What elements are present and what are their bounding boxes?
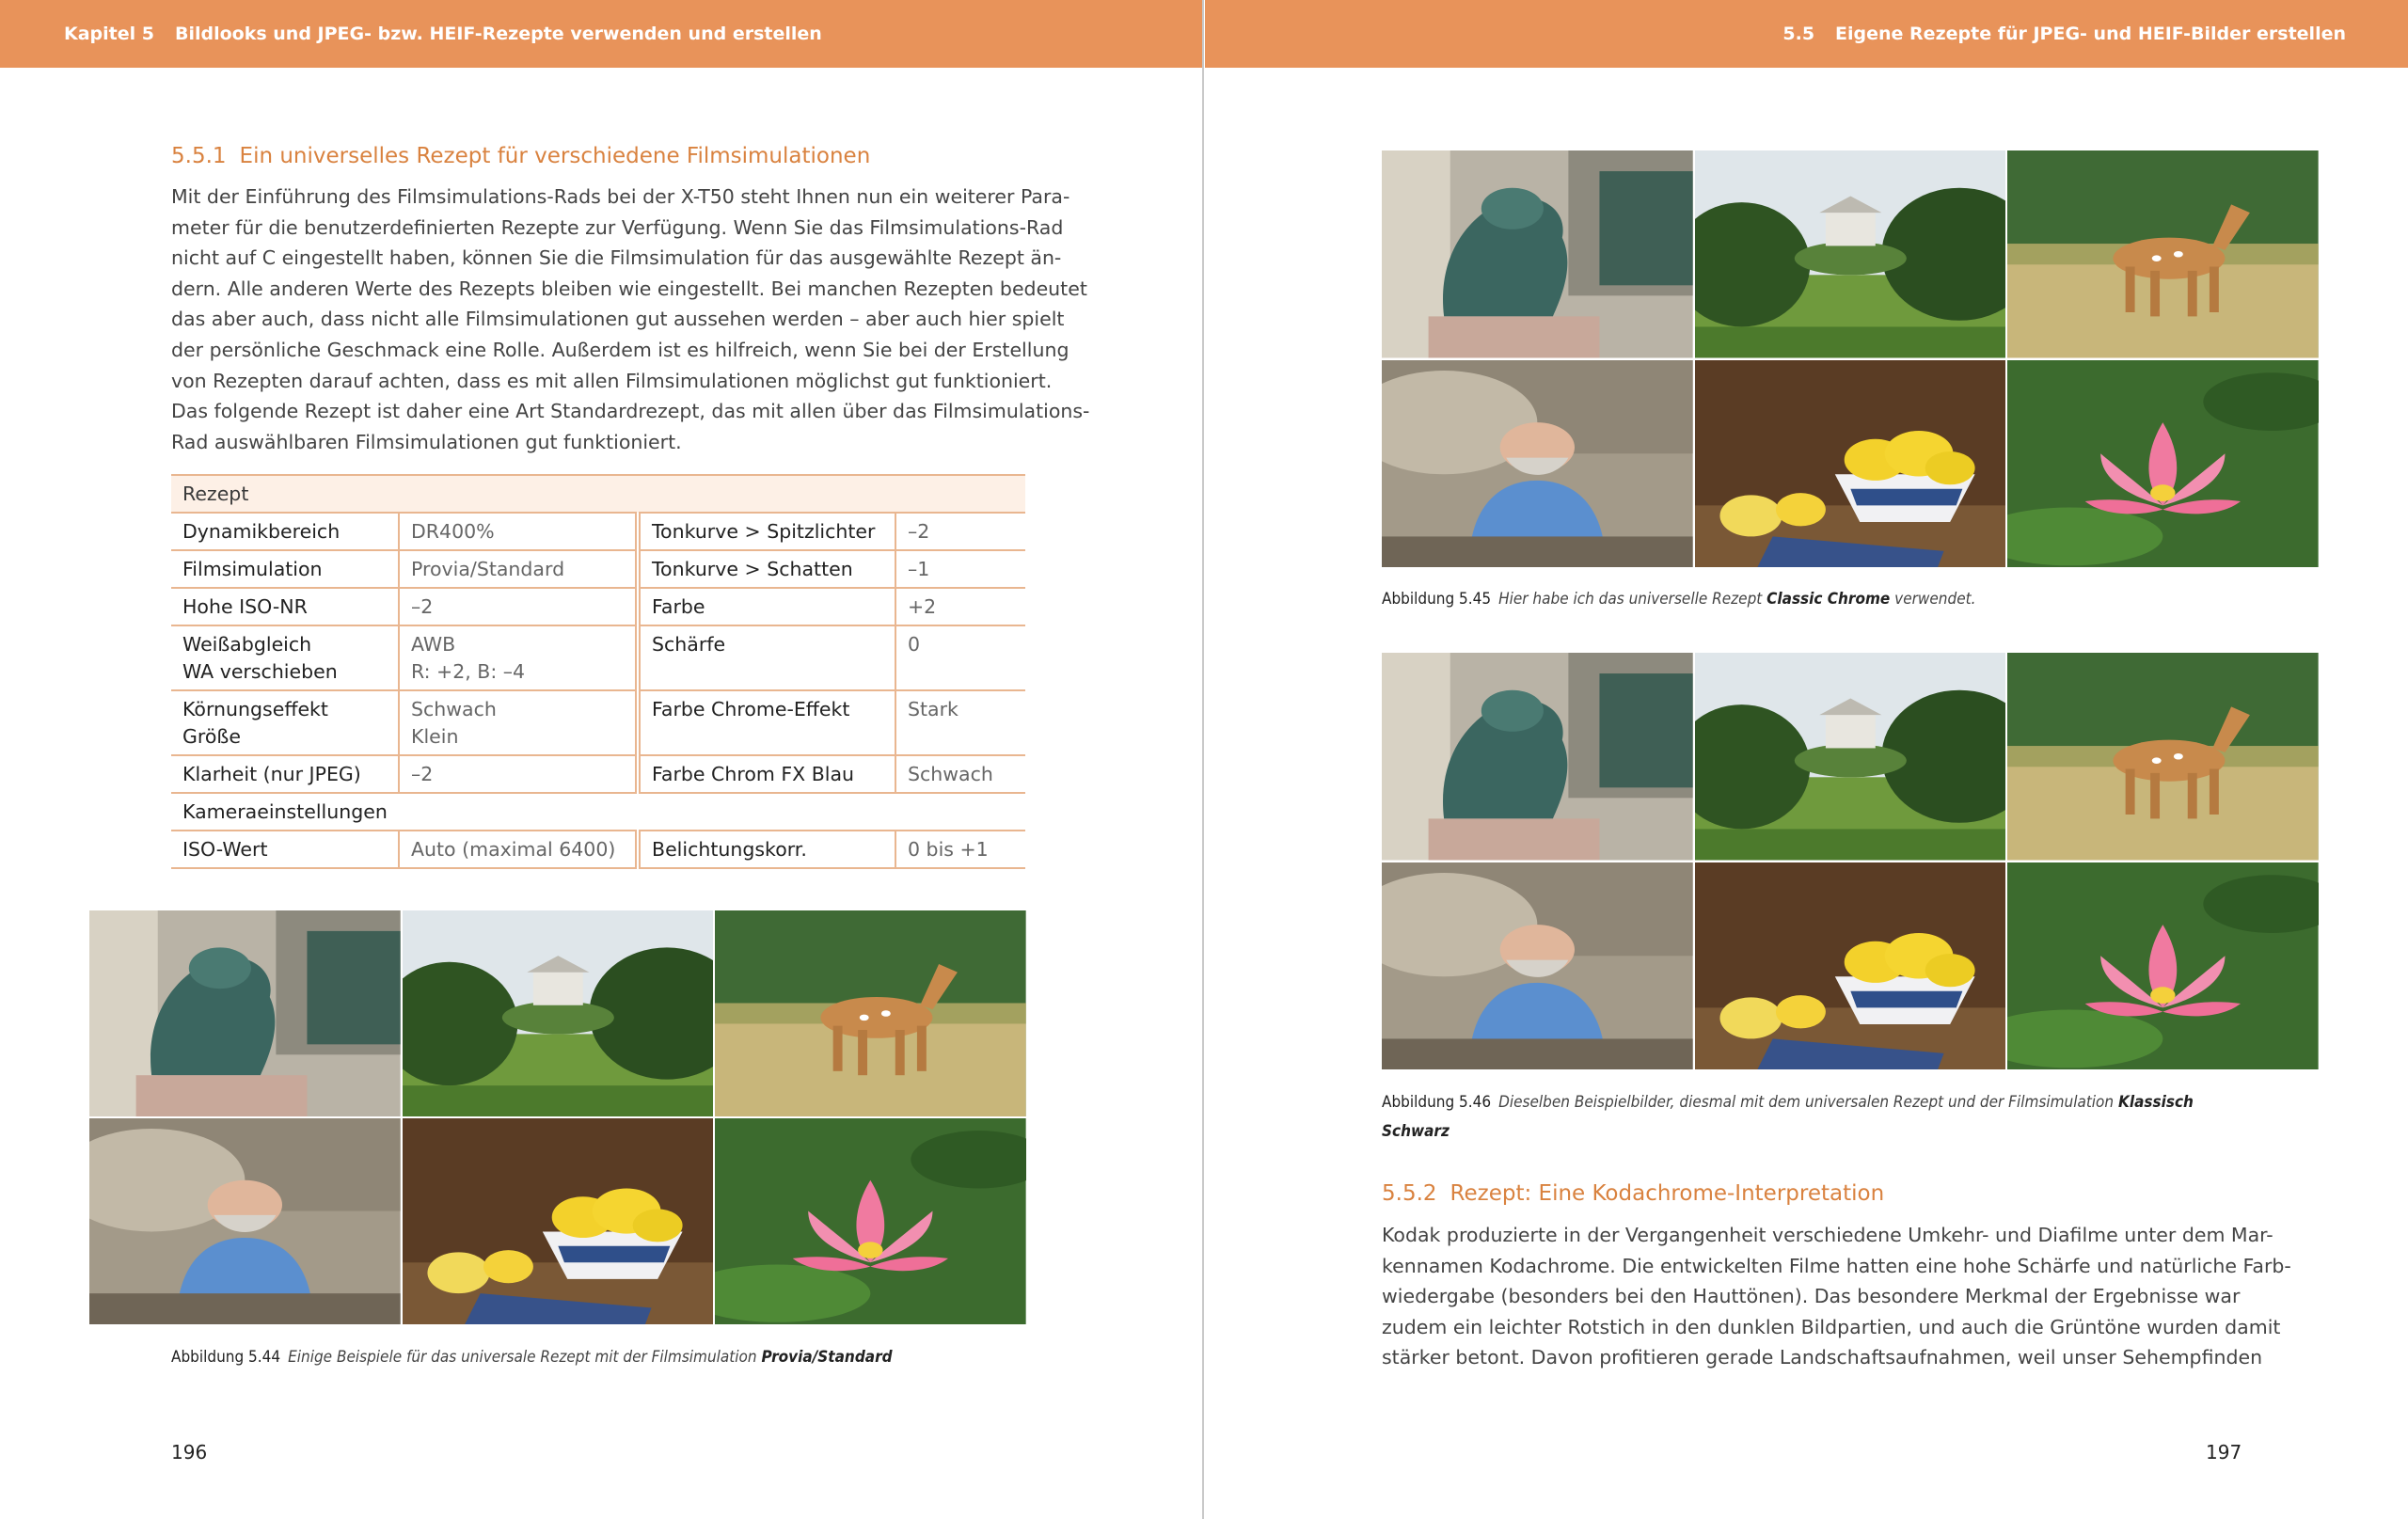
table-value: –1 (895, 550, 1025, 588)
section-title: Ein universelles Rezept für verschiedene Filmsimulationen (239, 144, 871, 168)
figure-label: Abbildung 5.46 (1382, 1093, 1492, 1112)
deer-photo (2007, 653, 2319, 861)
table-value: +2 (895, 588, 1025, 625)
section-title: Eigene Rezepte für JPEG- und HEIF-Bilder erstellen (1835, 24, 2346, 44)
table-key: ISO-Wert (171, 831, 399, 868)
table-value-line: Schwach (411, 698, 497, 720)
table-row (171, 513, 1025, 550)
paragraph-line: von Rezepten darauf achten, dass es mit allen Filmsimulationen möglichst gut funktioniert. (171, 369, 1053, 392)
section-number: 5.5 (1782, 24, 1815, 44)
table-key: Belichtungskorr. (638, 831, 895, 868)
water-lily-photo (2007, 360, 2319, 568)
lion-statue-photo (89, 910, 401, 1116)
deer-photo (715, 910, 1026, 1116)
table-value-line: R: +2, B: –4 (411, 660, 526, 683)
table-header-row (171, 475, 1025, 513)
paragraph-line: der persönliche Geschmack eine Rolle. Außerdem ist es hilfreich, wenn Sie bei der Erstellung (171, 338, 1069, 361)
table-value: Provia/Standard (399, 550, 638, 588)
paragraph-line: das aber auch, dass nicht alle Filmsimulationen gut aussehen werden – aber auch hier spielt (171, 308, 1065, 331)
table-row (171, 755, 1025, 793)
table-value: Auto (maximal 6400) (399, 831, 638, 868)
table-key: Tonkurve > Spitzlichter (638, 513, 895, 550)
portrait-photo (1382, 862, 1693, 1070)
water-lily-photo (715, 1118, 1026, 1324)
figure-caption-5-46 (1382, 1088, 2247, 1147)
table-row (171, 690, 1025, 755)
table-key: Klarheit (nur JPEG) (171, 755, 399, 793)
paragraph-line: Kodak produzierte in der Vergangenheit verschiedene Umkehr- und Diafilme unter dem Mar- (1382, 1224, 2273, 1246)
running-head-left (0, 0, 1203, 68)
figure-emphasis: Provia/Standard (761, 1348, 893, 1367)
figure-emphasis: Klassisch (2117, 1093, 2194, 1112)
lion-statue-photo (1382, 653, 1693, 861)
table-key-line: Größe (182, 725, 241, 748)
table-key: Farbe Chrome-Effekt (638, 690, 895, 755)
lemons-bowl-photo (1695, 862, 2006, 1070)
table-value (399, 690, 638, 755)
table-value: DR400% (399, 513, 638, 550)
table-value: Schwach (895, 755, 1025, 793)
table-row (171, 625, 1025, 690)
table-row (171, 831, 1025, 868)
table-row (171, 588, 1025, 625)
table-key: Filmsimulation (171, 550, 399, 588)
park-temple-photo (403, 910, 714, 1116)
table-value (399, 625, 638, 690)
portrait-photo (89, 1118, 401, 1324)
table-key-line: WA verschieben (182, 660, 338, 683)
running-head-right (1205, 0, 2408, 68)
table-value: –2 (399, 755, 638, 793)
table-value: 0 (895, 625, 1025, 690)
intro-paragraph (171, 182, 1090, 457)
chapter-number: Kapitel 5 (64, 24, 154, 44)
lemons-bowl-photo (1695, 360, 2006, 568)
table-value-line: AWB (411, 633, 456, 656)
table-key: Dynamikbereich (171, 513, 399, 550)
paragraph-line: Mit der Einführung des Filmsimulations-Rads bei der X-T50 steht Ihnen nun ein weiterer Para- (171, 185, 1070, 208)
table-value: –2 (399, 588, 638, 625)
figure-text: Dieselben Beispielbilder, diesmal mit dem universalen Rezept und der Filmsimulation (1498, 1093, 2115, 1112)
section-number: 5.5.2 (1382, 1181, 1437, 1206)
portrait-photo (1382, 360, 1693, 568)
photo-grid-5-46 (1382, 653, 2319, 1069)
table-key: Tonkurve > Schatten (638, 550, 895, 588)
paragraph-line: Das folgende Rezept ist daher eine Art Standardrezept, das mit allen über das Filmsimulations- (171, 400, 1090, 423)
right-page (1205, 0, 2408, 1519)
table-key (171, 625, 399, 690)
figure-caption-5-45 (1382, 585, 2247, 614)
section-heading-5-5-2 (1382, 1181, 1884, 1206)
paragraph-line: dern. Alle anderen Werte des Rezepts bleiben wie eingestellt. Bei manchen Rezepten bedeutet (171, 277, 1087, 300)
figure-text-tail: verwendet. (1894, 590, 1976, 609)
paragraph-line: kennamen Kodachrome. Die entwickelten Filme hatten eine hohe Schärfe und natürliche Farb- (1382, 1254, 2291, 1277)
park-temple-photo (1695, 653, 2006, 861)
paragraph-line: nicht auf C eingestellt haben, können Sie die Filmsimulation für das ausgewählte Rezept än- (171, 246, 1062, 270)
paragraph-line: meter für die benutzerdefinierten Rezepte zur Verfügung. Wenn Sie das Filmsimulations-Rad (171, 215, 1064, 239)
table-value-line: Klein (411, 725, 459, 748)
park-temple-photo (1695, 150, 2006, 358)
figure-text: Hier habe ich das universelle Rezept (1498, 590, 1763, 609)
page-gutter (1202, 0, 1204, 1519)
table-header: Rezept (171, 475, 1025, 513)
section-heading-5-5-1 (171, 144, 870, 168)
photo-grid-5-45 (1382, 150, 2319, 567)
deer-photo (2007, 150, 2319, 358)
page-number-left: 196 (171, 1441, 208, 1464)
figure-emphasis: Schwarz (1382, 1122, 1450, 1141)
table-value: –2 (895, 513, 1025, 550)
table-section-heading: Kameraeinstellungen (171, 793, 1025, 831)
table-row (171, 550, 1025, 588)
figure-caption-5-44 (171, 1343, 1027, 1372)
table-key-line: Weißabgleich (182, 633, 312, 656)
page-number-right: 197 (2206, 1441, 2242, 1464)
table-key-line: Körnungseffekt (182, 698, 328, 720)
table-key (171, 690, 399, 755)
paragraph-line: stärker betont. Davon profitieren gerade Landschaftsaufnahmen, weil unser Sehempfinden (1382, 1346, 2263, 1369)
lion-statue-photo (1382, 150, 1693, 358)
figure-emphasis: Classic Chrome (1766, 590, 1891, 609)
paragraph-line: Rad auswählbaren Filmsimulationen gut funktioniert. (171, 430, 682, 453)
section-number: 5.5.1 (171, 144, 227, 168)
table-key: Farbe (638, 588, 895, 625)
figure-label: Abbildung 5.44 (171, 1348, 281, 1367)
section-title: Rezept: Eine Kodachrome-Interpretation (1450, 1181, 1885, 1206)
table-value: 0 bis +1 (895, 831, 1025, 868)
table-key: Hohe ISO-NR (171, 588, 399, 625)
chapter-title: Bildlooks und JPEG- bzw. HEIF-Rezepte verwenden und erstellen (174, 24, 822, 44)
figure-label: Abbildung 5.45 (1382, 590, 1492, 609)
table-section-row (171, 793, 1025, 831)
lemons-bowl-photo (403, 1118, 714, 1324)
paragraph-line: zudem ein leichter Rotstich in den dunklen Bildpartien, und auch die Grüntöne wurden damit (1382, 1315, 2281, 1338)
water-lily-photo (2007, 862, 2319, 1070)
figure-text: Einige Beispiele für das universale Rezept mit der Filmsimulation (288, 1348, 757, 1367)
recipe-table (171, 474, 1025, 869)
photo-grid-5-44 (89, 910, 1026, 1324)
left-page (0, 0, 1203, 1519)
table-key: Schärfe (638, 625, 895, 690)
kodachrome-paragraph (1382, 1220, 2291, 1373)
table-value: Stark (895, 690, 1025, 755)
paragraph-line: wiedergabe (besonders bei den Hauttönen). Das besondere Merkmal der Ergebnisse war (1382, 1285, 2241, 1308)
table-key: Farbe Chrom FX Blau (638, 755, 895, 793)
